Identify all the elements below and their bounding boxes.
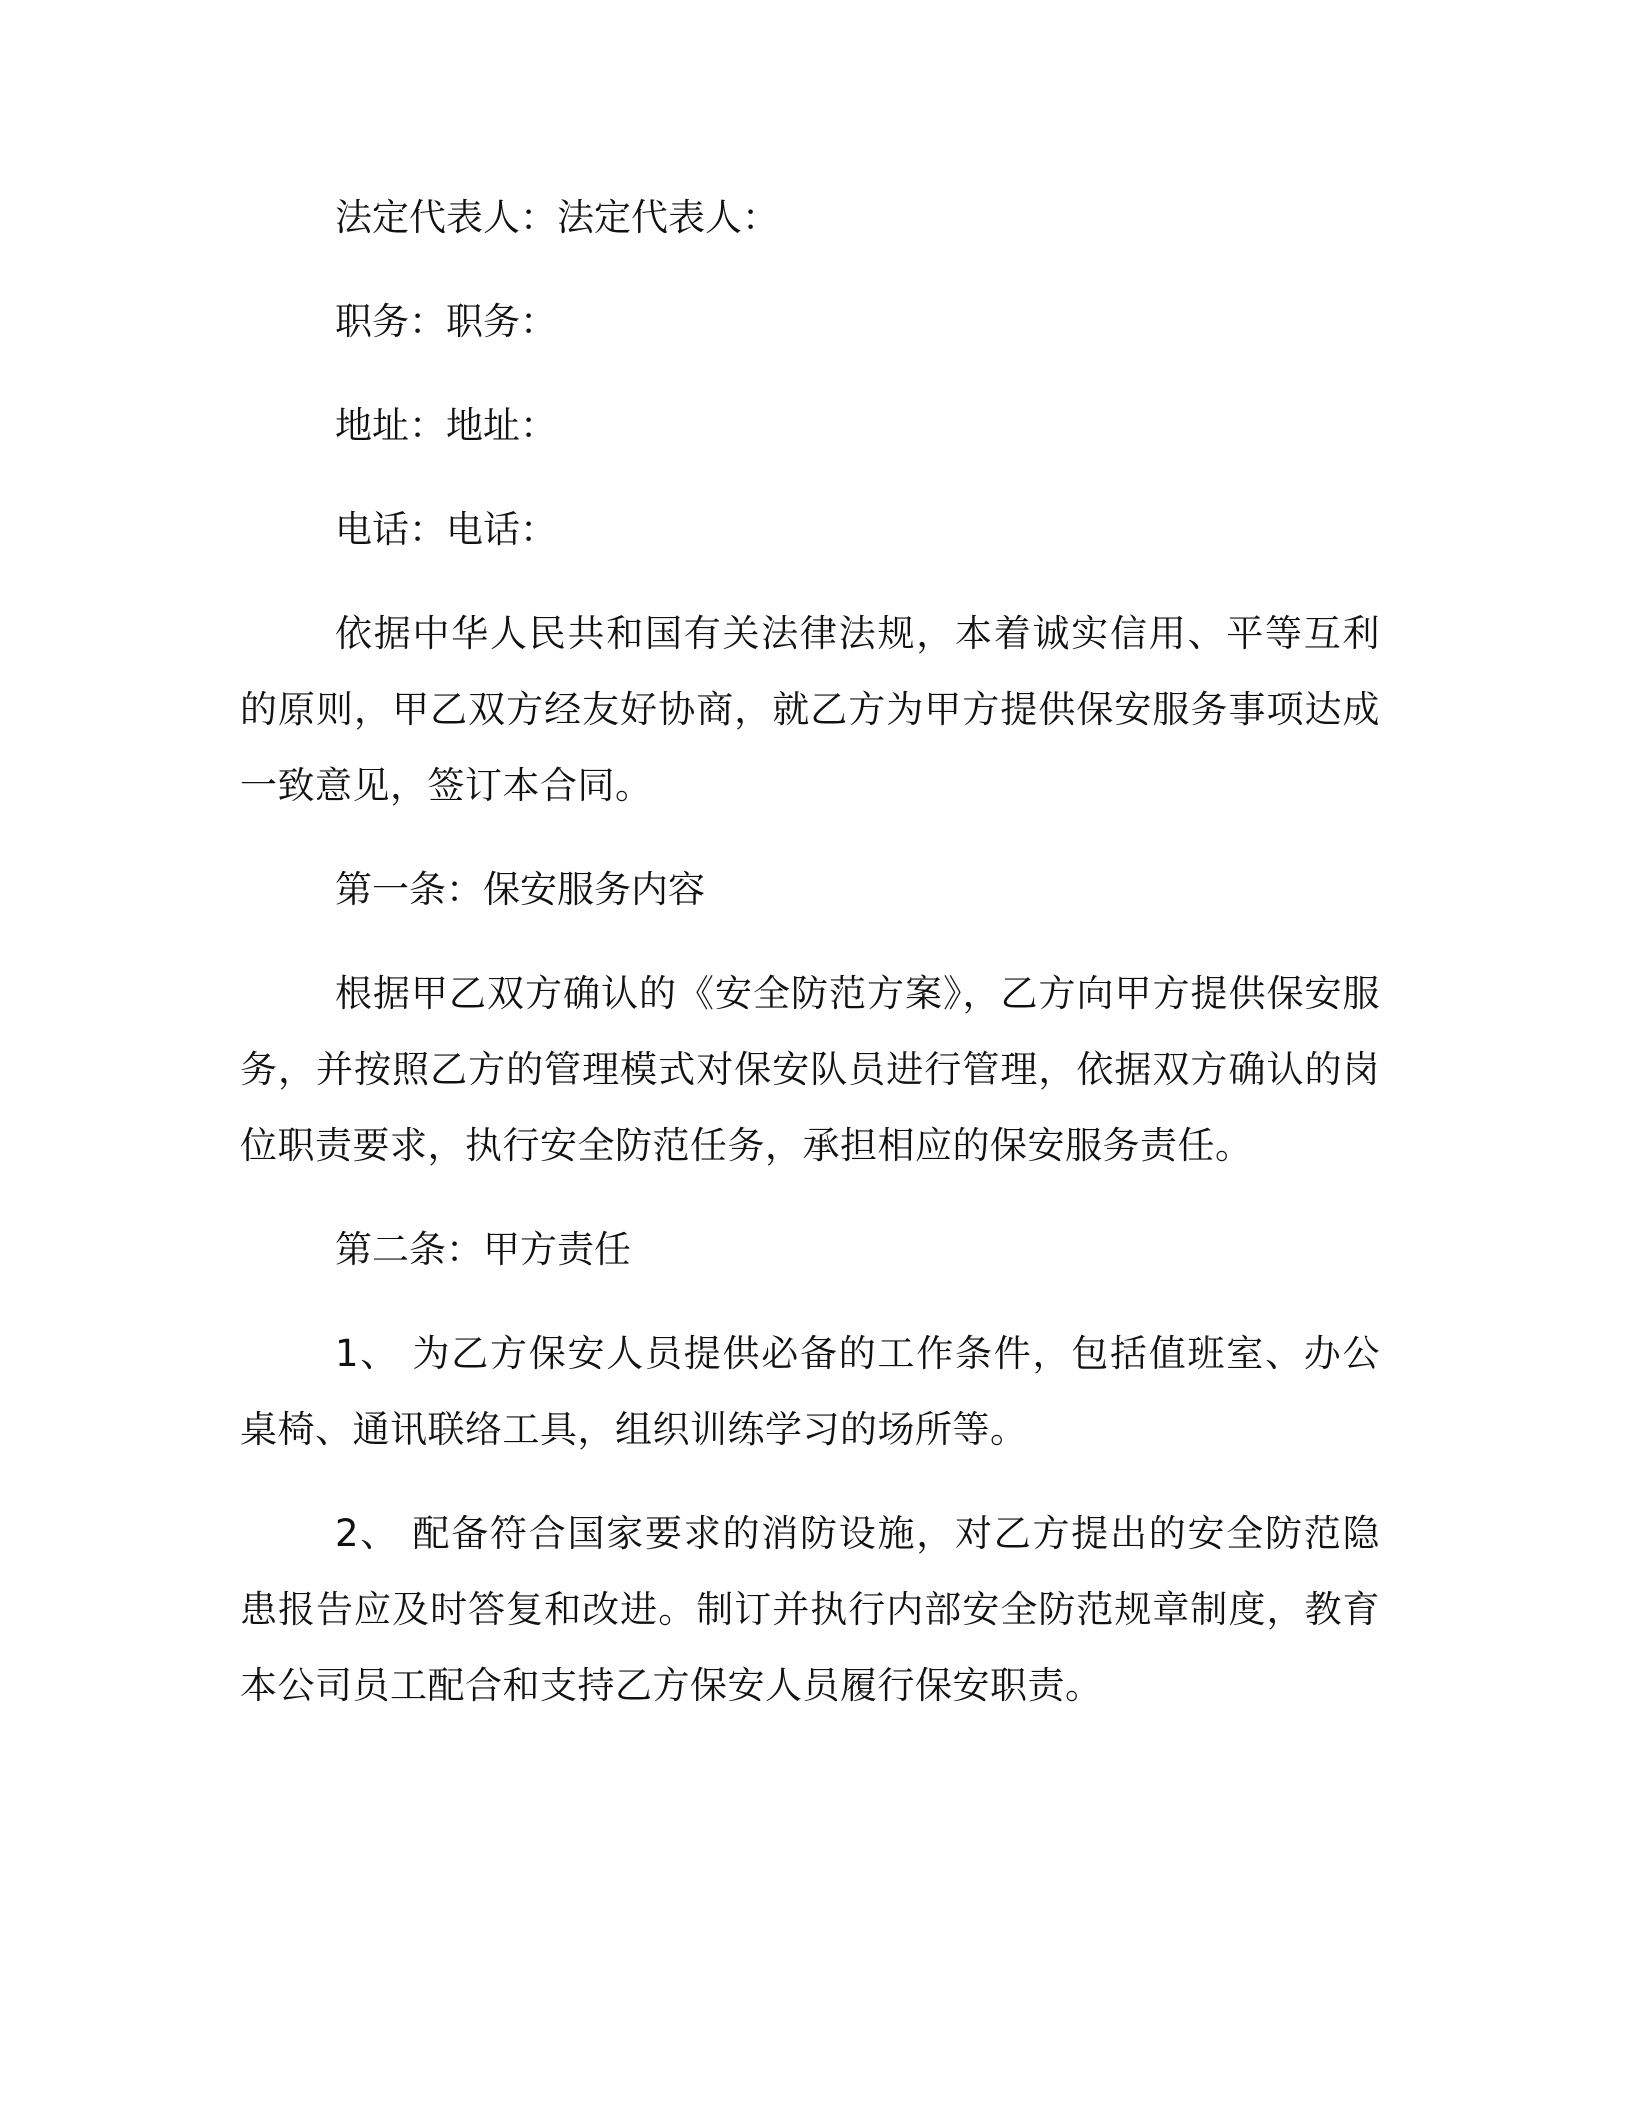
phone-field: 电话：电话：: [335, 508, 557, 551]
article1-title: 第一条：保安服务内容: [335, 868, 705, 911]
legal-representative-field: 法定代表人：法定代表人：: [335, 196, 779, 239]
article2-item-1: 1、 为乙方保安人员提供必备的工作条件，包括值班室、办公桌椅、通讯联络工具，组织训练学习的场所等。: [240, 1332, 1380, 1451]
article1-body: 根据甲乙双方确认的《安全防范方案》，乙方向甲方提供保安服务，并按照乙方的管理模式对保安队员进行管理，依据双方确认的岗位职责要求，执行安全防范任务，承担相应的保安服务责任。: [240, 972, 1380, 1167]
position-field: 职务：职务：: [335, 300, 557, 343]
preamble-paragraph: 依据中华人民共和国有关法律法规，本着诚实信用、平等互利的原则，甲乙双方经友好协商，就乙方为甲方提供保安服务事项达成一致意见，签订本合同。: [240, 612, 1380, 807]
address-field: 地址：地址：: [335, 404, 557, 447]
document-content: [240, 180, 1380, 1724]
article2-item-2: 2、 配备符合国家要求的消防设施，对乙方提出的安全防范隐患报告应及时答复和改进。制订并执行内部安全防范规章制度，教育本公司员工配合和支持乙方保安人员履行保安职责。: [240, 1512, 1380, 1707]
article2-title: 第二条：甲方责任: [335, 1228, 631, 1271]
